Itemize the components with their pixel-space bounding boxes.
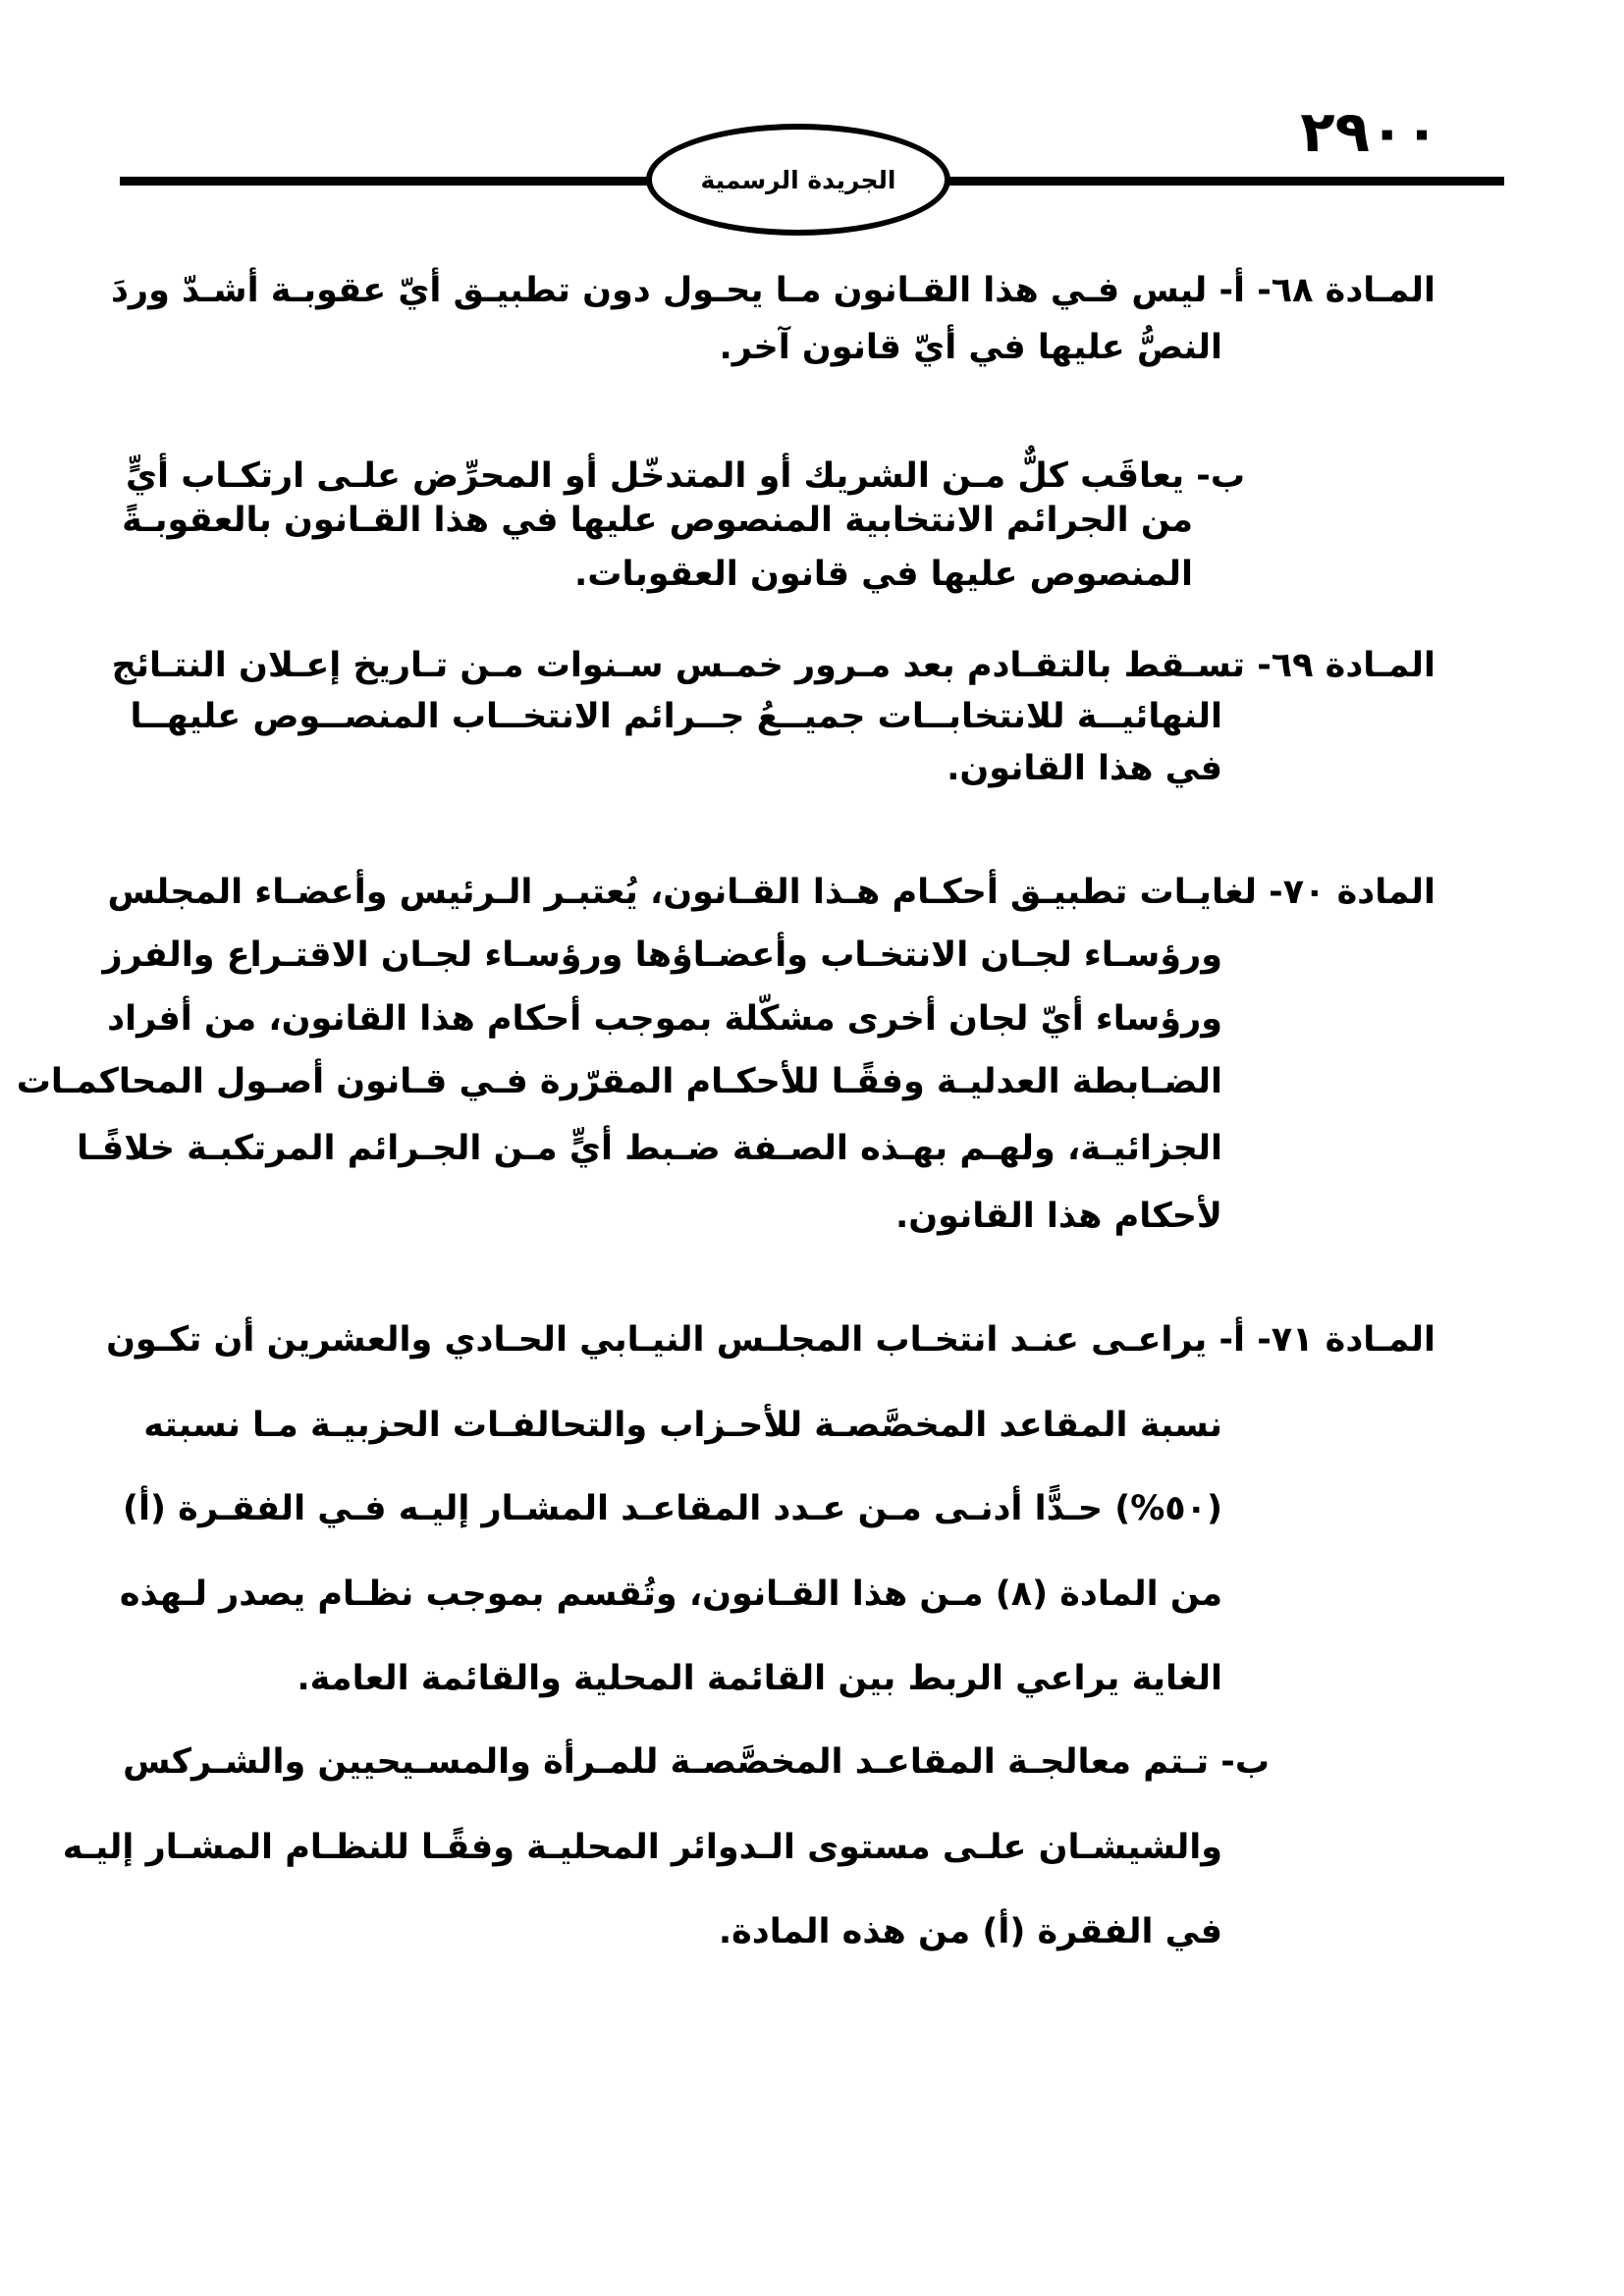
article-label: المـادة ٦٩- [1257,646,1435,685]
article-line: المنصوص عليها في قانون العقوبات. [574,555,1193,594]
article-text: تـتم معالجـة المقاعـد المخصَّصـة للمـرأة والمسـيحيين والشـركس [123,1742,1210,1782]
article-line [125,452,1245,501]
article-line: (٥٠%) حـدًّا أدنـى مـن عـدد المقاعـد المشـار إليـه فـي الفقـرة (أ) [122,1489,1222,1528]
article-line [110,266,1435,315]
subsection-label: ب- [1196,456,1245,496]
publication-seal [646,124,950,236]
article-line [111,641,1435,690]
page-number: ٢٩٠٠ [1300,98,1439,165]
article-text: يعاقَب كلٌّ مـن الشريك أو المتدخّل أو المحرِّض علـى ارتكـاب أيٍّ [125,456,1185,496]
article-line: النهائيــة للانتخابــات جميــعُ جــرائم الانتخــاب المنصــوص عليهــا [130,697,1222,736]
article-line: في هذا القانون. [947,749,1222,788]
publication-name: الجريدة الرسمية [700,165,896,194]
article-line: والشيشـان علـى مستوى الـدوائر المحليـة وفقًـا للنظـام المشـار إليـه [62,1828,1222,1867]
article-line: في الفقرة (أ) من هذه المادة. [718,1912,1222,1951]
article-line: ورؤسـاء لجـان الانتخـاب وأعضـاؤها ورؤسـاء لجـان الاقتـراع والفرز [102,935,1222,975]
article-line [107,868,1435,917]
article-line: نسبة المقاعد المخصَّصـة للأحـزاب والتحالفـات الحزبيـة مـا نسبته [143,1406,1222,1445]
article-text: لغايـات تطبيـق أحكـام هـذا القـانون، يُعتبـر الـرئيس وأعضـاء المجلس [107,873,1257,912]
article-line [106,1315,1435,1364]
article-line: الغاية يراعي الربط بين القائمة المحلية والقائمة العامة. [297,1659,1222,1698]
article-line [123,1737,1270,1787]
article-line: ورؤساء أيّ لجان أخرى مشكّلة بموجب أحكام هذا القانون، من أفراد [107,999,1222,1039]
article-line: الضـابطة العدليـة وفقًـا للأحكـام المقرّرة فـي قـانون أصـول المحاكمـات [16,1062,1222,1101]
subsection-label: ب- [1220,1742,1270,1782]
article-line: من الجرائم الانتخابية المنصوص عليها في هذا القـانون بالعقوبـةً [122,501,1193,540]
article-text: يراعـى عنـد انتخـاب المجلـس النيـابي الحـادي والعشرين أن تكـون [106,1320,1208,1360]
article-line: من المادة (٨) مـن هذا القـانون، وتُقسم بموجب نظـام يصدر لـهذه [119,1575,1222,1614]
article-line: لأحكام هذا القانون. [894,1197,1222,1236]
article-text: ليس فـي هذا القـانون مـا يحـول دون تطبيـق أيّ عقوبـة أشـدّ وردَ [110,271,1208,310]
article-line: الجزائيـة، ولهـم بهـذه الصـفة ضـبط أيٍّ مـن الجـرائم المرتكبـة خلافًـا [77,1129,1222,1168]
article-label: المادة ٧٠- [1269,873,1435,912]
article-label: المـادة ٧١- أ- [1218,1320,1435,1360]
article-label: المـادة ٦٨- أ- [1218,271,1435,310]
article-line: النصُّ عليها في أيّ قانون آخر. [719,328,1222,367]
article-text: تسـقط بالتقـادم بعد مـرور خمـس سـنوات مـن تـاريخ إعـلان النتـائج [111,646,1246,685]
